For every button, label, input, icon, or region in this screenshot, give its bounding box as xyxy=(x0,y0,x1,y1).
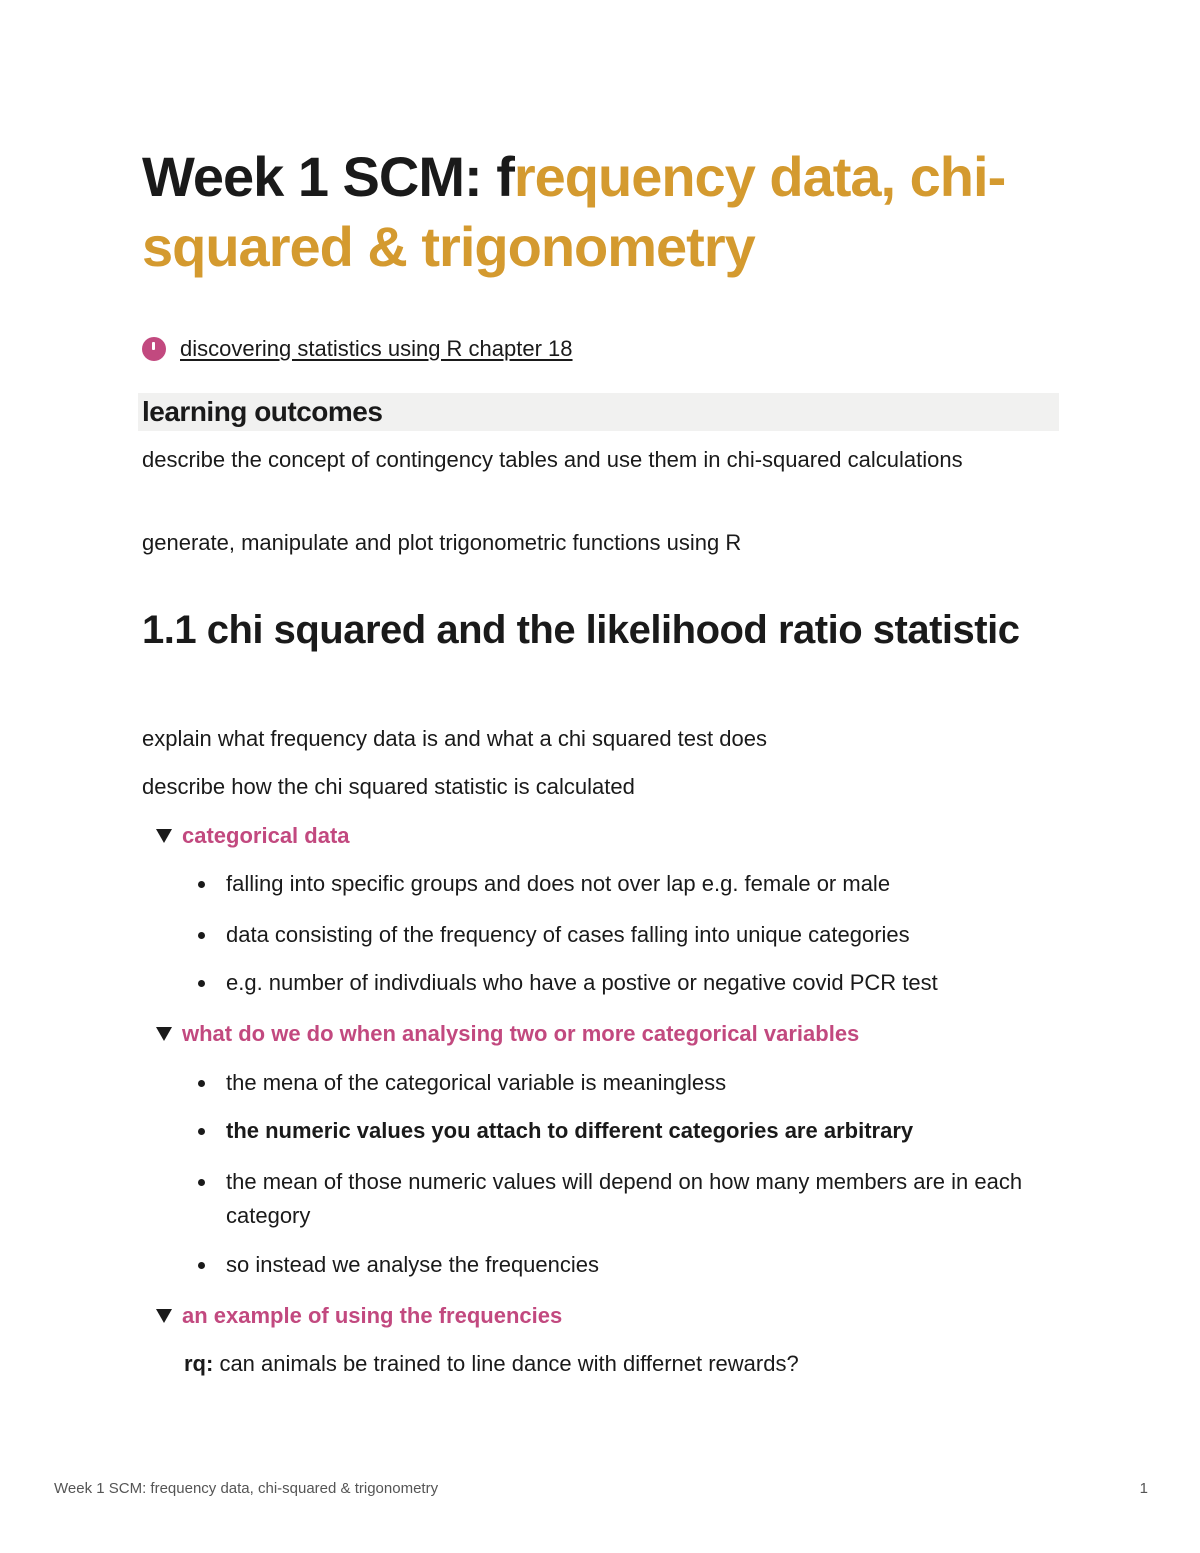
list-item xyxy=(198,918,1058,952)
book-icon xyxy=(142,337,166,361)
bullet-dot-icon xyxy=(198,932,205,939)
bullet-dot-icon xyxy=(198,1128,205,1135)
toggle-label: what do we do when analysing two or more categorical variables xyxy=(182,1021,860,1046)
list-item-text: the mena of the categorical variable is meaningless xyxy=(226,1070,727,1095)
list-item-text: the numeric values you attach to different categories are arbitrary xyxy=(226,1118,914,1143)
footer-page-number: 1 xyxy=(1139,1480,1148,1497)
research-question-text: can animals be trained to line dance with differnet rewards? xyxy=(213,1351,799,1376)
bullet-dot-icon xyxy=(198,1080,205,1087)
list-item-text: e.g. number of indivdiuals who have a postive or negative covid PCR test xyxy=(226,970,938,995)
list-item-text: data consisting of the frequency of cases falling into unique categories xyxy=(226,922,910,947)
research-question xyxy=(184,1347,1044,1381)
bullet-dot-icon xyxy=(198,881,205,888)
section-heading: 1.1 chi squared and the likelihood ratio statistic xyxy=(142,608,1020,652)
triangle-down-icon[interactable] xyxy=(156,829,172,843)
list-item-text: the mean of those numeric values will depend on how many members are in each category xyxy=(226,1169,1023,1228)
list-item xyxy=(198,966,1058,1000)
toggle-label: an example of using the frequencies xyxy=(182,1303,563,1328)
research-question-label: rq: xyxy=(184,1351,214,1376)
bullet-dot-icon xyxy=(198,1262,205,1269)
triangle-down-icon[interactable] xyxy=(156,1309,172,1323)
toggle-categorical-data[interactable] xyxy=(156,819,350,853)
bullet-dot-icon xyxy=(198,980,205,987)
learning-outcome-item: generate, manipulate and plot trigonometric functions using R xyxy=(142,530,742,555)
section-paragraph: explain what frequency data is and what a chi squared test does xyxy=(142,726,767,751)
list-item xyxy=(198,1066,1058,1100)
section-paragraph: describe how the chi squared statistic is calculated xyxy=(142,774,635,799)
list-item xyxy=(198,1248,1058,1282)
footer-title: Week 1 SCM: frequency data, chi-squared & trigonometry xyxy=(54,1480,439,1497)
toggle-label: categorical data xyxy=(182,823,350,848)
page-title-prefix: Week 1 SCM: f xyxy=(142,145,514,208)
list-item xyxy=(198,1165,1058,1233)
toggle-analysing-categorical-variables[interactable] xyxy=(156,1017,859,1051)
page-title-accent: requency data, chi-squared & trigonometry xyxy=(142,145,1006,278)
page-title xyxy=(142,142,1102,282)
triangle-down-icon[interactable] xyxy=(156,1027,172,1041)
toggle-example-frequencies[interactable] xyxy=(156,1299,562,1333)
list-item-text: falling into specific groups and does not over lap e.g. female or male xyxy=(226,871,891,896)
list-item-text: so instead we analyse the frequencies xyxy=(226,1252,600,1277)
bullet-dot-icon xyxy=(198,1179,205,1186)
learning-outcome-item: describe the concept of contingency tables and use them in chi-squared calculations xyxy=(142,447,963,472)
learning-outcomes-heading: learning outcomes xyxy=(138,393,1059,431)
source-link-text[interactable]: discovering statistics using R chapter 18 xyxy=(180,336,573,361)
source-link[interactable] xyxy=(142,334,573,364)
list-item xyxy=(198,867,1058,901)
list-item xyxy=(198,1114,1058,1148)
